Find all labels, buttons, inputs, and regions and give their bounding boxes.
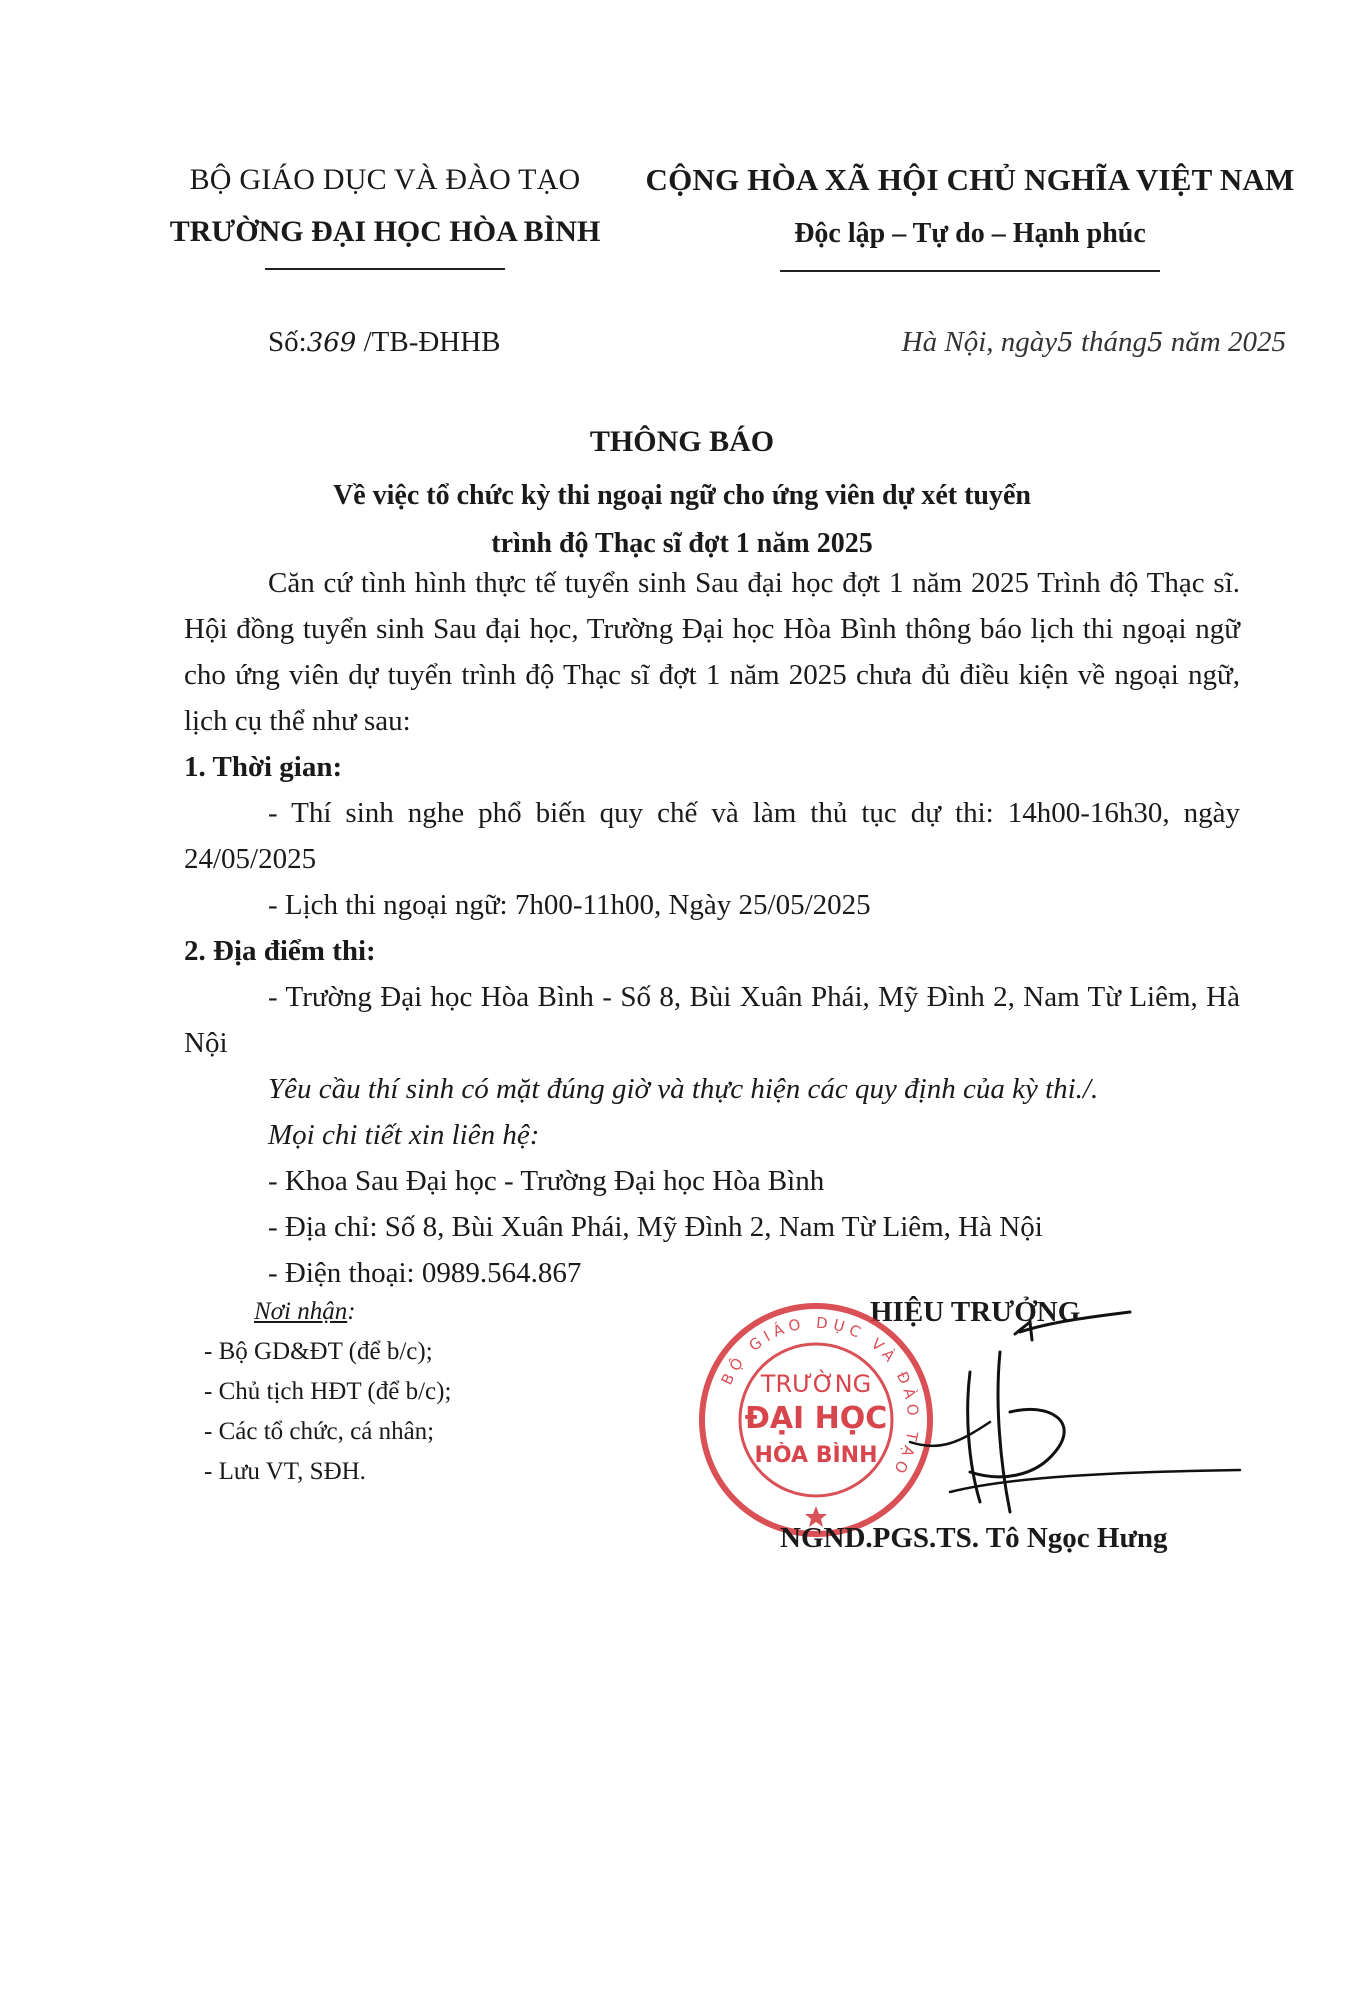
recipient-item: - Các tổ chức, cá nhân; (204, 1418, 435, 1445)
notice-title: THÔNG BÁO (589, 425, 775, 458)
handwritten-signature-icon (850, 1292, 1270, 1552)
recipient-item: - Bộ GD&ĐT (để b/c); (204, 1338, 433, 1365)
issuer-underline (265, 268, 505, 270)
date-month-label: tháng (1073, 326, 1147, 358)
seal-line-2: ĐẠI HỌC (744, 1401, 888, 1436)
notice-body (184, 560, 1240, 1296)
national-block (640, 160, 1300, 272)
section-location-heading: 2. Địa điểm thi: (184, 935, 376, 967)
location-item: - Trường Đại học Hòa Bình - Số 8, Bùi Xuân Phái, Mỹ Đình 2, Nam Từ Liêm, Hà Nội (184, 981, 1240, 1059)
seal-line-1: TRƯỜNG (760, 1370, 872, 1398)
national-motto: Độc lập – Tự do – Hạnh phúc (794, 218, 1146, 249)
date-year-label: năm 2025 (1163, 326, 1286, 358)
signature-block (700, 1292, 1260, 1592)
recipient-item: - Lưu VT, SĐH. (204, 1458, 366, 1485)
country-name: CỘNG HÒA XÃ HỘI CHỦ NGHĨA VIỆT NAM (645, 162, 1295, 197)
recipient-item: - Chủ tịch HĐT (để b/c); (204, 1378, 452, 1405)
contact-heading: Mọi chi tiết xin liên hệ: (268, 1119, 540, 1151)
date-place: Hà Nội, ngày (901, 326, 1058, 358)
seal-line-3: HÒA BÌNH (754, 1443, 878, 1468)
issuer-block (160, 160, 610, 270)
recipients-heading-text: Nơi nhận (254, 1298, 348, 1325)
time-item-orientation: - Thí sinh nghe phổ biến quy chế và làm thủ tục dự thi: 14h00-16h30, ngày 24/05/2025 (184, 797, 1240, 875)
requirement-text: Yêu cầu thí sinh có mặt đúng giờ và thực hiện các quy định của kỳ thi./. (268, 1073, 1099, 1105)
document-meta (0, 320, 1364, 370)
signer-name: NGND.PGS.TS. Tô Ngọc Hưng (780, 1522, 1168, 1554)
notice-subtitle-1: Về việc tổ chức kỳ thi ngoại ngữ cho ứng viên dự xét tuyển (333, 480, 1031, 511)
recipients-heading (254, 1292, 724, 1332)
date-day: 5 (1057, 328, 1074, 358)
document-number (268, 320, 501, 365)
contact-address: - Địa chỉ: Số 8, Bùi Xuân Phái, Mỹ Đình 2, Nam Từ Liêm, Hà Nội (268, 1211, 1043, 1243)
section-time-heading: 1. Thời gian: (184, 751, 343, 783)
motto-underline (780, 270, 1160, 272)
document-date (902, 320, 1286, 365)
signer-title: HIỆU TRƯỞNG (870, 1296, 1081, 1328)
notice-title-block (0, 420, 1364, 566)
date-month: 5 (1147, 328, 1164, 358)
number-handwritten: 369 (306, 328, 357, 358)
contact-unit: - Khoa Sau Đại học - Trường Đại học Hòa Bình (268, 1165, 825, 1197)
number-prefix: Số: (268, 326, 307, 358)
contact-phone: - Điện thoại: 0989.564.867 (268, 1257, 582, 1289)
recipients-heading-colon: : (347, 1298, 356, 1325)
time-item-exam: - Lịch thi ngoại ngữ: 7h00-11h00, Ngày 25/05/2025 (268, 889, 871, 921)
university-name: TRƯỜNG ĐẠI HỌC HÒA BÌNH (169, 215, 601, 248)
number-suffix: /TB-ĐHHB (356, 326, 501, 358)
recipients-block (204, 1292, 724, 1492)
ministry-name: BỘ GIÁO DỤC VÀ ĐÀO TẠO (189, 163, 581, 196)
seal-ring-text: BỘ GIÁO DỤC VÀ ĐÀO TẠO (717, 1313, 923, 1481)
intro-paragraph: Căn cứ tình hình thực tế tuyển sinh Sau đại học đợt 1 năm 2025 Trình độ Thạc sĩ. Hội đồng tuyển sinh Sau đại học, Trường Đại học Hòa Bình thông báo lịch thi ngoại ngữ cho ứng viên dự tuyển trình độ Thạc sĩ đợt 1 năm 2025 chưa đủ điều kiện về ngoại ngữ, lịch cụ thể như sau: (184, 567, 1240, 737)
document-header (0, 160, 1364, 300)
notice-subtitle-2: trình độ Thạc sĩ đợt 1 năm 2025 (491, 528, 873, 559)
